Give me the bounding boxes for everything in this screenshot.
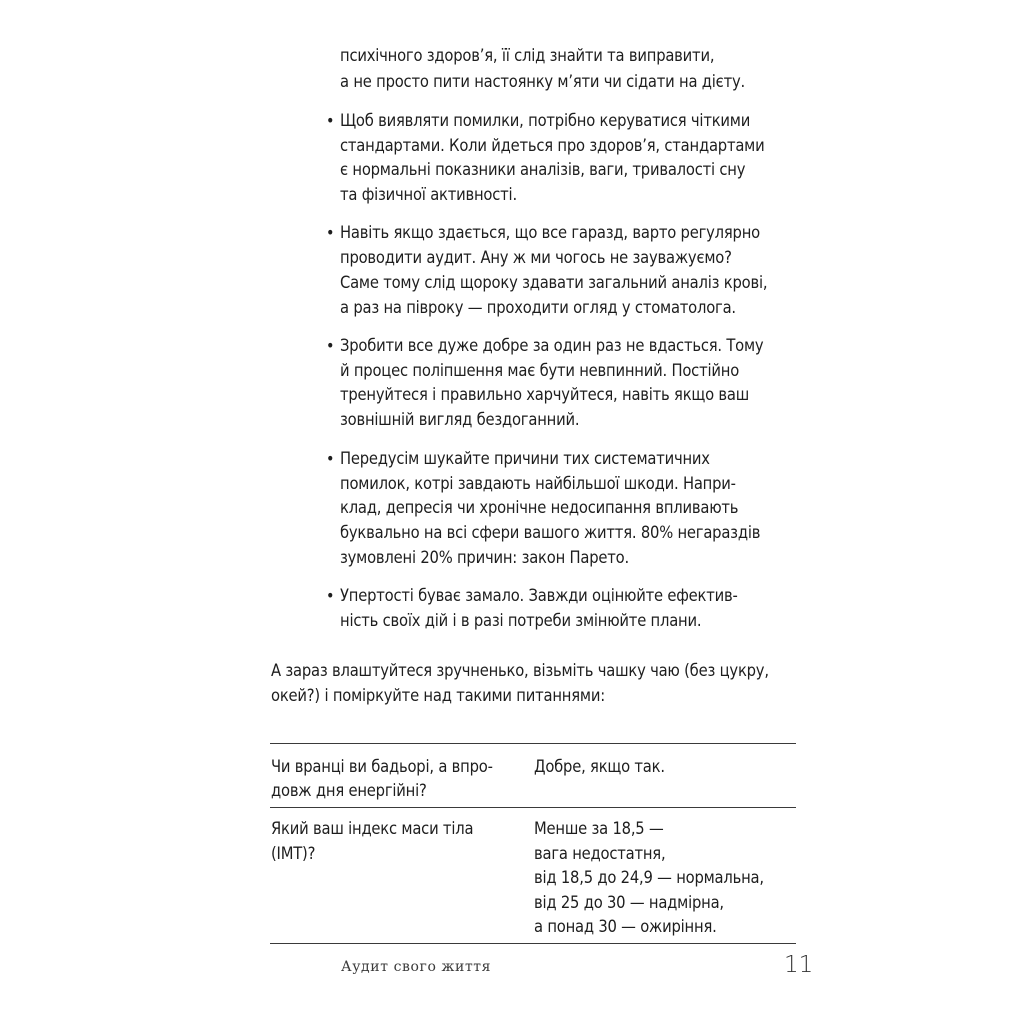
answer-cell-line: Добре, якщо так. bbox=[534, 757, 665, 776]
running-title: Аудит свого життя bbox=[341, 959, 492, 975]
text-line: тренуйтеся і правильно харчуйтеся, навіть якщо ваш bbox=[340, 385, 750, 404]
text-line: Саме тому слід щороку здавати загальний аналіз крові, bbox=[340, 273, 768, 292]
page-number: 11 bbox=[784, 952, 814, 978]
question-cell-line: (ІМТ)? bbox=[271, 844, 316, 863]
table-row-rule bbox=[270, 807, 796, 808]
bullet-icon: • bbox=[326, 586, 335, 605]
answer-cell-line: від 25 до 30 — надмірна, bbox=[534, 893, 724, 912]
text-line: та фізичної активності. bbox=[340, 185, 517, 204]
text-line: Щоб виявляти помилки, потрібно керуватися чіткими bbox=[340, 111, 751, 130]
text-line: окей?) і поміркуйте над такими питаннями: bbox=[271, 686, 605, 705]
text-line: Зробити все дуже добре за один раз не вдасться. Тому bbox=[340, 336, 764, 355]
text-line: буквально на всі сфери вашого життя. 80% негараздів bbox=[340, 523, 761, 542]
answer-cell-line: а понад 30 — ожиріння. bbox=[534, 917, 717, 936]
text-line: Упертості буває замало. Завжди оцінюйте ефектив- bbox=[340, 586, 738, 605]
bullet-icon: • bbox=[326, 111, 335, 130]
bullet-icon: • bbox=[326, 336, 335, 355]
text-line: ність своїх дій і в разі потреби змінюйте плани. bbox=[340, 611, 702, 630]
question-cell-line: довж дня енергійні? bbox=[271, 781, 427, 800]
text-line: є нормальні показники аналізів, ваги, тривалості сну bbox=[340, 160, 746, 179]
text-line: а не просто пити настоянку м’яти чи сідати на дієту. bbox=[340, 72, 745, 91]
bullet-icon: • bbox=[326, 449, 335, 468]
text-line: проводити аудит. Ану ж ми чогось не зауважуємо? bbox=[340, 248, 732, 267]
text-line: психічного здоров’я, її слід знайти та виправити, bbox=[340, 46, 715, 65]
text-line: Навіть якщо здається, що все гаразд, варто регулярно bbox=[340, 223, 760, 242]
question-cell-line: Чи вранці ви бадьорі, а впро- bbox=[271, 757, 493, 776]
answer-cell-line: Менше за 18,5 — bbox=[534, 819, 664, 838]
table-top-rule bbox=[270, 743, 796, 744]
answer-cell-line: від 18,5 до 24,9 — нормальна, bbox=[534, 868, 764, 887]
text-line: А зараз влаштуйтеся зручненько, візьміть чашку чаю (без цукру, bbox=[271, 661, 769, 680]
text-line: й процес поліпшення має бути невпинний. Постійно bbox=[340, 361, 740, 380]
text-line: стандартами. Коли йдеться про здоров’я, стандартами bbox=[340, 136, 765, 155]
question-cell-line: Який ваш індекс маси тіла bbox=[271, 819, 474, 838]
text-line: зовнішній вигляд бездоганний. bbox=[340, 410, 580, 429]
text-line: а раз на півроку — проходити огляд у стоматолога. bbox=[340, 298, 736, 317]
bullet-icon: • bbox=[326, 223, 335, 242]
text-line: клад, депресія чи хронічне недосипання впливають bbox=[340, 498, 739, 517]
table-bottom-rule bbox=[270, 943, 796, 944]
text-line: зумовлені 20% причин: закон Парето. bbox=[340, 548, 629, 567]
text-line: Передусім шукайте причини тих систематичних bbox=[340, 449, 710, 468]
answer-cell-line: вага недостатня, bbox=[534, 844, 666, 863]
text-line: помилок, котрі завдають найбільшої шкоди. Напри- bbox=[340, 474, 736, 493]
